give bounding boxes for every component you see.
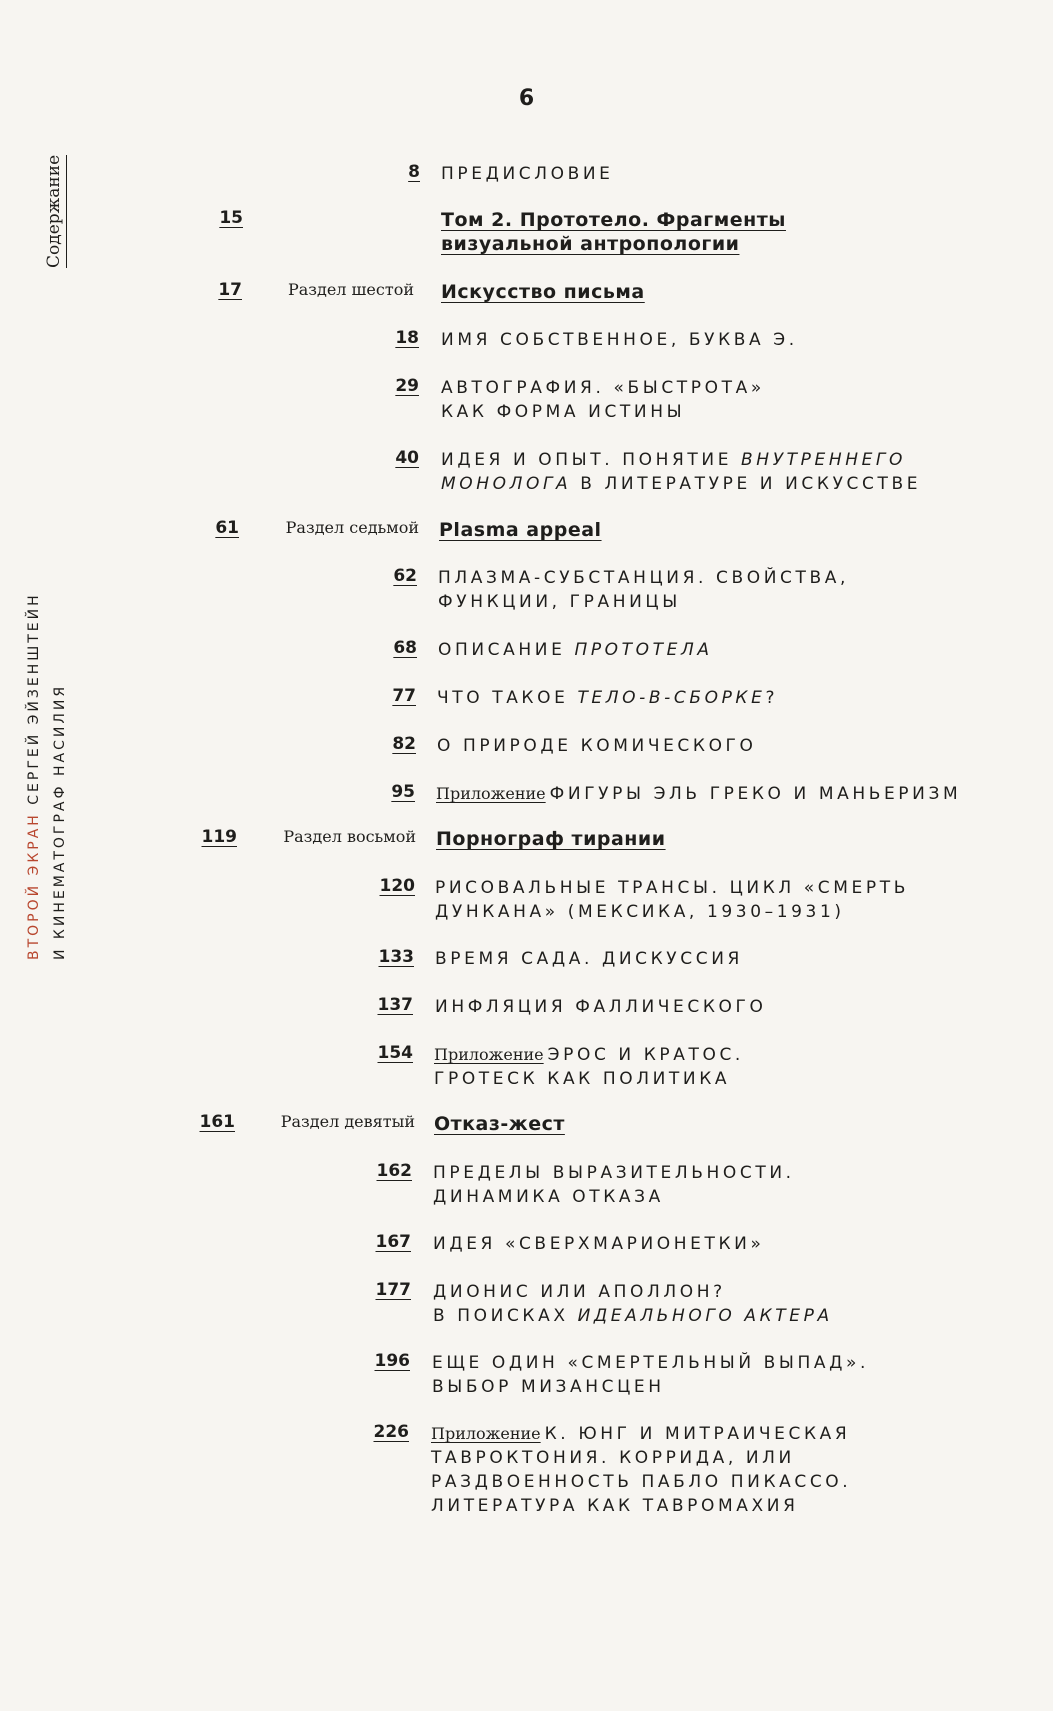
toc-entry[interactable]	[0, 1280, 1053, 1340]
entry-title-line-1: РИСОВАЛЬНЫЕ ТРАНСЫ. ЦИКЛ «СМЕРТЬ	[435, 878, 909, 898]
entry-title: ИМЯ СОБСТВЕННОЕ, БУКВА Э.	[441, 330, 798, 350]
book-title-line-1: СЕРГЕЙ ЭЙЗЕНШТЕЙН	[26, 592, 42, 805]
page-ref: 18	[395, 328, 419, 348]
page-ref: 15	[219, 208, 243, 228]
entry-title: ВРЕМЯ САДА. ДИСКУССИЯ	[435, 949, 743, 969]
page-ref: 62	[393, 566, 417, 586]
page-ref: 29	[395, 376, 419, 396]
section-title: Plasma appeal	[439, 519, 602, 541]
entry-title: ИДЕЯ «СВЕРХМАРИОНЕТКИ»	[433, 1234, 765, 1254]
page-ref: 226	[373, 1422, 409, 1442]
entry-title-line-2: ДИНАМИКА ОТКАЗА	[433, 1187, 664, 1207]
entry-title-line-1: Приложение ЭРОС И КРАТОС.	[434, 1045, 744, 1065]
page-ref: 61	[215, 518, 239, 538]
entry-title-line-4: ЛИТЕРАТУРА КАК ТАВРОМАХИЯ	[431, 1496, 799, 1516]
page-ref: 167	[375, 1232, 411, 1252]
page-ref: 119	[201, 827, 237, 847]
entry-title-line-1: ПРЕДЕЛЫ ВЫРАЗИТЕЛЬНОСТИ.	[433, 1163, 795, 1183]
page-number: 6	[518, 86, 535, 111]
series-title: ВТОРОЙ ЭКРАН	[26, 812, 42, 960]
entry-title-line-2: ДУНКАНА» (МЕКСИКА, 1930–1931)	[435, 902, 845, 922]
page-ref: 120	[379, 876, 415, 896]
toc-entry[interactable]	[0, 1351, 1053, 1411]
entry-title: Приложение ФИГУРЫ ЭЛЬ ГРЕКО И МАНЬЕРИЗМ	[436, 784, 962, 804]
page-ref: 133	[378, 947, 414, 967]
toc-appendix-entry[interactable]	[0, 1043, 1053, 1103]
toc-entry[interactable]	[0, 566, 1053, 626]
page-ref: 161	[199, 1112, 235, 1132]
page-ref: 77	[392, 686, 416, 706]
entry-title-line-2: ГРОТЕСК КАК ПОЛИТИКА	[434, 1069, 731, 1089]
page-ref: 95	[391, 782, 415, 802]
entry-title: ОПИСАНИЕ ПРОТОТЕЛА	[438, 640, 713, 660]
page-ref: 196	[374, 1351, 410, 1371]
page-ref: 162	[376, 1161, 412, 1181]
entry-title-line-2: КАК ФОРМА ИСТИНЫ	[441, 402, 686, 422]
entry-title-line-1: ДИОНИС ИЛИ АПОЛЛОН?	[433, 1282, 726, 1302]
page-ref: 177	[375, 1280, 411, 1300]
entry-title-line-1: ИДЕЯ И ОПЫТ. ПОНЯТИЕ ВНУТРЕННЕГО	[441, 450, 906, 470]
section-label: Раздел седьмой	[285, 518, 419, 537]
entry-title: ИНФЛЯЦИЯ ФАЛЛИЧЕСКОГО	[435, 997, 767, 1017]
appendix-label: Приложение	[436, 784, 546, 803]
page-ref: 82	[392, 734, 416, 754]
entry-title-line-2: МОНОЛОГА В ЛИТЕРАТУРЕ И ИСКУССТВЕ	[441, 474, 922, 494]
section-title: Искусство письма	[441, 281, 645, 303]
toc-entry[interactable]	[0, 1161, 1053, 1221]
entry-title-line-2: ВЫБОР МИЗАНСЦЕН	[432, 1377, 665, 1397]
entry-title-line-1: ПЛАЗМА-СУБСТАНЦИЯ. СВОЙСТВА,	[438, 568, 849, 588]
volume-title-line-1: Том 2. Прототело. Фрагменты	[441, 209, 786, 231]
contents-label: Содержание	[44, 155, 67, 268]
entry-title-line-1: Приложение К. ЮНГ И МИТРАИЧЕСКАЯ	[431, 1424, 851, 1444]
page-ref: 8	[408, 162, 420, 182]
section-title: Порнограф тирании	[436, 828, 666, 850]
toc-appendix-entry[interactable]	[0, 1422, 1053, 1532]
page-ref: 17	[218, 280, 242, 300]
appendix-label: Приложение	[431, 1424, 541, 1443]
toc-entry[interactable]	[0, 876, 1053, 936]
toc-entry[interactable]	[0, 376, 1053, 436]
entry-title-line-2: ТАВРОКТОНИЯ. КОРРИДА, ИЛИ	[431, 1448, 795, 1468]
entry-title-line-3: РАЗДВОЕННОСТЬ ПАБЛО ПИКАССО.	[431, 1472, 852, 1492]
entry-title-line-1: АВТОГРАФИЯ. «БЫСТРОТА»	[441, 378, 765, 398]
entry-title-line-1: ЕЩЕ ОДИН «СМЕРТЕЛЬНЫЙ ВЫПАД».	[432, 1353, 870, 1373]
entry-title-line-2: ФУНКЦИИ, ГРАНИЦЫ	[438, 592, 681, 612]
section-label: Раздел шестой	[287, 280, 414, 299]
page-ref: 137	[377, 995, 413, 1015]
entry-title: ЧТО ТАКОЕ ТЕЛО-В-СБОРКЕ?	[437, 688, 779, 708]
toc-volume-entry[interactable]	[0, 208, 1053, 268]
entry-title: ПРЕДИСЛОВИЕ	[441, 164, 614, 184]
toc-entry[interactable]	[0, 448, 1053, 508]
entry-title: О ПРИРОДЕ КОМИЧЕСКОГО	[437, 736, 757, 756]
page-ref: 40	[395, 448, 419, 468]
volume-title-line-2: визуальной антропологии	[441, 233, 740, 255]
entry-title-line-2: В ПОИСКАХ ИДЕАЛЬНОГО АКТЕРА	[433, 1306, 833, 1326]
appendix-label: Приложение	[434, 1045, 544, 1064]
book-title-line-2: И КИНЕМАТОГРАФ НАСИЛИЯ	[52, 683, 68, 960]
page-ref: 154	[377, 1043, 413, 1063]
section-label: Раздел восьмой	[283, 827, 416, 846]
section-title: Отказ-жест	[434, 1113, 565, 1135]
page-ref: 68	[393, 638, 417, 658]
section-label: Раздел девятый	[280, 1112, 415, 1131]
